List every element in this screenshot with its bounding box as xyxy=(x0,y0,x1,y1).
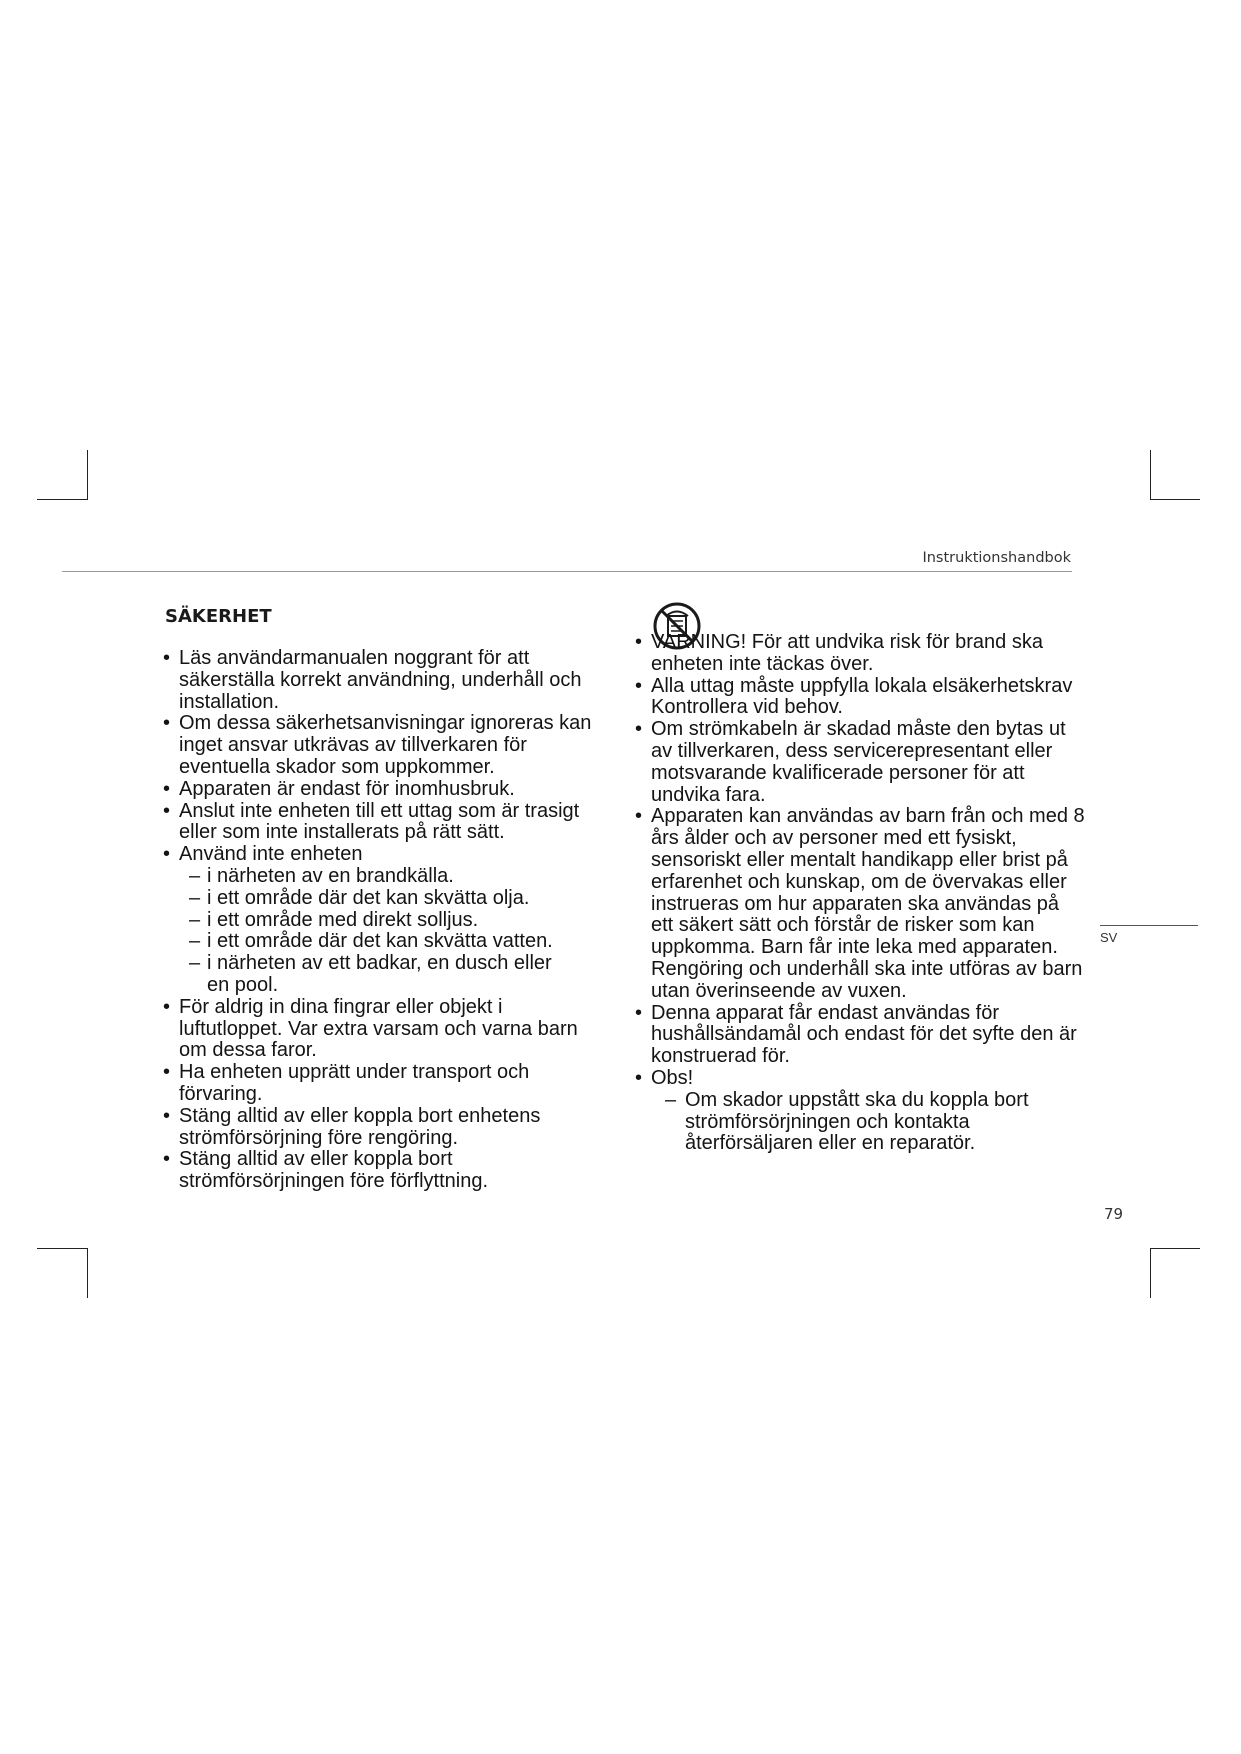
safety-item: • Läs användarmanualen noggrant för att säkerställa korrekt användning, underhåll och installation. xyxy=(163,647,582,713)
right-column xyxy=(635,632,1085,1155)
safety-item: • För aldrig in dina fingrar eller objekt i luftutloppet. Var extra varsam och varna barn om dessa faror. xyxy=(163,995,578,1062)
page-number: 79 xyxy=(1104,1205,1124,1223)
language-tab: SV xyxy=(1100,930,1118,945)
safety-sub-item: – i ett område där det kan skvätta olja. xyxy=(189,886,530,909)
safety-item: • Apparaten är endast för inomhusbruk. xyxy=(163,777,515,800)
safety-sub-item: – i ett område med direkt solljus. xyxy=(189,908,479,931)
safety-item: • VARNING! För att undvika risk för brand ska enheten inte täckas över. xyxy=(635,631,1043,675)
safety-item: • Apparaten kan användas av barn från och med 8 års ålder och av personer med ett fysiskt, sensoriskt eller mentalt handikapp eller brist på erfarenhet och kunskap, om de övervakas eller instrueras om hur apparaten ska användas på ett säkert sätt och förstår de risker som kan uppkomma. Barn får inte leka med apparaten. Rengöring och underhåll ska inte utföras av barn utan överinseende av vuxen. xyxy=(635,805,1085,1002)
safety-item: • Denna apparat får endast användas för hushållsändamål och endast för det syfte den är konstruerad för. xyxy=(635,1001,1077,1068)
left-column xyxy=(163,648,593,1193)
safety-sub-item: – i närheten av en brandkälla. xyxy=(189,864,454,887)
header-divider xyxy=(62,571,1072,572)
running-header: Instruktionshandbok xyxy=(922,550,1071,566)
safety-item: • Om strömkabeln är skadad måste den bytas ut av tillverkaren, dess servicerepresentant eller motsvarande kvalificerade personer för att undvika fara. xyxy=(635,718,1066,806)
safety-sub-item: – i närheten av ett badkar, en dusch eller en pool. xyxy=(189,952,552,996)
safety-item: • Ha enheten upprätt under transport och förvaring. xyxy=(163,1061,530,1105)
safety-item: • Använd inte enheten xyxy=(163,843,363,866)
safety-sub-item: – i ett område där det kan skvätta vatten. xyxy=(189,930,553,953)
safety-item: • Alla uttag måste uppfylla lokala elsäkerhetskrav Kontrollera vid behov. xyxy=(635,674,1073,719)
safety-item: • Obs! xyxy=(635,1066,694,1089)
safety-item: • Stäng alltid av eller koppla bort strömförsörjningen före förflyttning. xyxy=(163,1148,489,1193)
safety-item: • Om dessa säkerhetsanvisningar ignoreras kan inget ansvar utkrävas av tillverkaren för eventuella skador som uppkommer. xyxy=(163,712,592,778)
safety-item: • Stäng alltid av eller koppla bort enhetens strömförsörjning före rengöring. xyxy=(163,1104,541,1149)
safety-sub-item: – Om skador uppstått ska du koppla bort strömförsörjningen och kontakta återförsäljaren eller en reparatör. xyxy=(665,1088,1029,1155)
language-divider xyxy=(1100,925,1198,926)
safety-item: • Anslut inte enheten till ett uttag som är trasigt eller som inte installerats på rätt sätt. xyxy=(163,799,580,844)
section-title: SÄKERHET xyxy=(165,606,272,627)
